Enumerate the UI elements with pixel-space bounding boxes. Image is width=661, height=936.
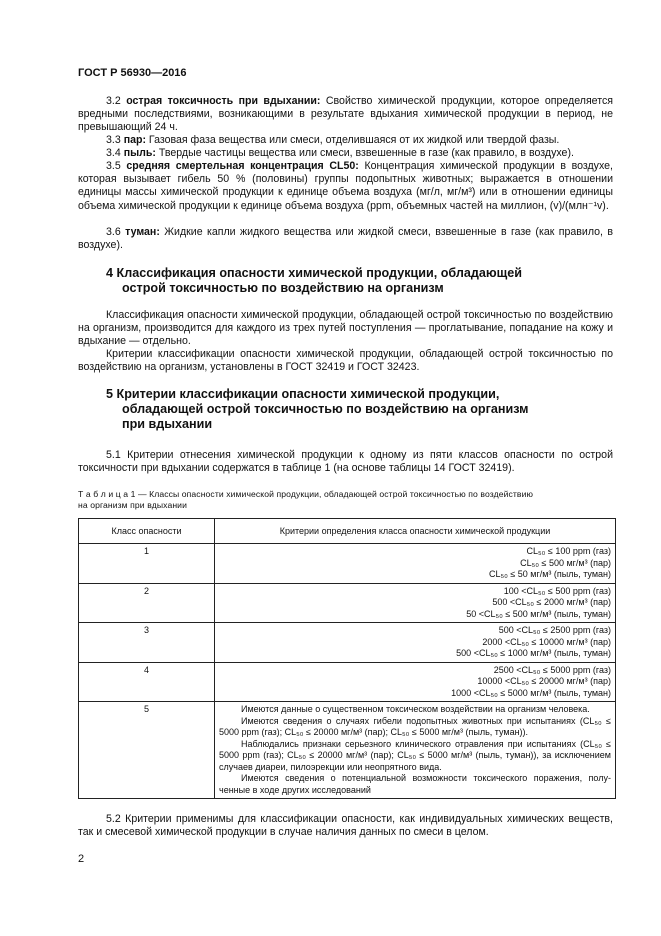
table-header-row — [79, 519, 616, 544]
class-cell: 1 — [79, 544, 215, 584]
definition-3-2: 3.2 острая токсичность при вдыхании: Свойство химической продукции, которое определяется вредными последствиями, возникающими в результате вдыхания химической продукции в период, не превышающий 24 ч. — [78, 95, 613, 134]
term: туман: — [125, 226, 160, 238]
table-caption: Т а б л и ц а 1 — Классы опасности химической продукции, обладающей острой токсичностью по воздействию на организм при вдыхании — [78, 489, 534, 510]
section-4-heading: 4 Классификация опасности химической продукции, обладающей острой токсичностью по воздействию на организм — [106, 266, 523, 295]
section-5-paragraph-2: 5.2 Критерии применимы для классификации опасности, как индивидуальных химических веществ, так и смесевой химической продукции в случае наличия данных по смеси в целом. — [78, 813, 613, 839]
class-cell: 4 — [79, 662, 215, 702]
term: средняя смертельная концентрация CL50: — [126, 160, 359, 172]
page-number: 2 — [78, 853, 85, 865]
column-header-criteria: Критерии определения класса опасности химической продукции — [215, 519, 616, 544]
criteria-cell: Имеются данные о существенном токсическом воздействии на организм человека. Имеются сведения о случаях гибели подопытных животных при испытаниях (CL₅₀ ≤ 5000 ppm (газ); CL₅₀ ≤ 20000 мг/м³ (пар); CL₅₀ ≤ 5000 мг/м³ (пыль, туман)). Наблюдались признаки серьезного клинического отравления при испытаниях (CL₅₀ ≤ 5000 ppm (газ); CL₅₀ ≤ 20000 мг/м³ (пар); CL₅₀ ≤ 5000 мг/м³ (пыль, туман)), за исключением случаев диареи, пилоэрекции или неопрятного вида. Имеются сведения о потенциальной возможности токсического поражения, полученные в ходе других исследований — [215, 702, 616, 799]
section-4-paragraph-2: Критерии классификации опасности химической продукции, обладающей острой токсичностью по воздействию на организм, установлены в ГОСТ 32419 и ГОСТ 32423. — [78, 348, 613, 374]
section-4-paragraph-1: Классификация опасности химической продукции, обладающей острой токсичностью по воздействию на организм, производится для каждого из трех путей поступления — проглатывание, попадание на кожу и вдыхание — отдельно. — [78, 309, 613, 348]
class-cell: 5 — [79, 702, 215, 799]
definition-3-6: 3.6 туман: Жидкие капли жидкого вещества или жидкой смеси, взвешенные в газе (как правило, в воздухе). — [78, 226, 613, 252]
definition-3-3: 3.3 пар: Газовая фаза вещества или смеси, отделившаяся от их жидкой или твердой фазы. — [106, 134, 560, 146]
table-row — [79, 662, 616, 702]
criteria-cell: 2500 <CL₅₀ ≤ 5000 ppm (газ) 10000 <CL₅₀ ≤ 20000 мг/м³ (пар) 1000 <CL₅₀ ≤ 5000 мг/м³ (пыль, туман) — [215, 662, 616, 702]
table-row — [79, 544, 616, 584]
definition-3-4: 3.4 пыль: Твердые частицы вещества или смеси, взвешенные в газе (как правило, в воздухе). — [106, 147, 574, 159]
criteria-cell: 100 <CL₅₀ ≤ 500 ppm (газ) 500 <CL₅₀ ≤ 2000 мг/м³ (пар) 50 <CL₅₀ ≤ 500 мг/м³ (пыль, туман) — [215, 583, 616, 623]
term: пар: — [123, 134, 146, 146]
table-row — [79, 702, 616, 799]
term: пыль: — [123, 147, 156, 159]
class-cell: 3 — [79, 623, 215, 663]
criteria-cell: CL₅₀ ≤ 100 ppm (газ) CL₅₀ ≤ 500 мг/м³ (пар) CL₅₀ ≤ 50 мг/м³ (пыль, туман) — [215, 544, 616, 584]
section-5-paragraph-1: 5.1 Критерии отнесения химической продукции к одному из пяти классов опасности по острой токсичности при вдыхании содержатся в таблице 1 (на основе таблицы 14 ГОСТ 32419). — [78, 449, 613, 475]
class-cell: 2 — [79, 583, 215, 623]
criteria-cell: 500 <CL₅₀ ≤ 2500 ppm (газ) 2000 <CL₅₀ ≤ 10000 мг/м³ (пар) 500 <CL₅₀ ≤ 1000 мг/м³ (пыль, туман) — [215, 623, 616, 663]
table-row — [79, 583, 616, 623]
table-row — [79, 623, 616, 663]
document-header: ГОСТ Р 56930—2016 — [78, 67, 187, 79]
term: острая токсичность при вдыхании: — [126, 95, 321, 107]
section-5-heading: 5 Критерии классификации опасности химической продукции, обладающей острой токсичностью по воздействию на организм при вдыхании — [106, 387, 529, 431]
definition-3-5: 3.5 средняя смертельная концентрация CL50: Концентрация химической продукции в воздухе, которая вызывает гибель 50 % (половины) группы подопытных животных; выражается в отношении единицы массы химической продукции к единице объема воздуха (мг/л, мг/м³) или в отношении единицы объема химической продукции к единице объема воздуха (ppm, объемных частей на миллион, (v)/(млн⁻¹v). — [78, 160, 613, 212]
hazard-class-table — [78, 518, 616, 799]
column-header-class: Класс опасности — [79, 519, 215, 544]
